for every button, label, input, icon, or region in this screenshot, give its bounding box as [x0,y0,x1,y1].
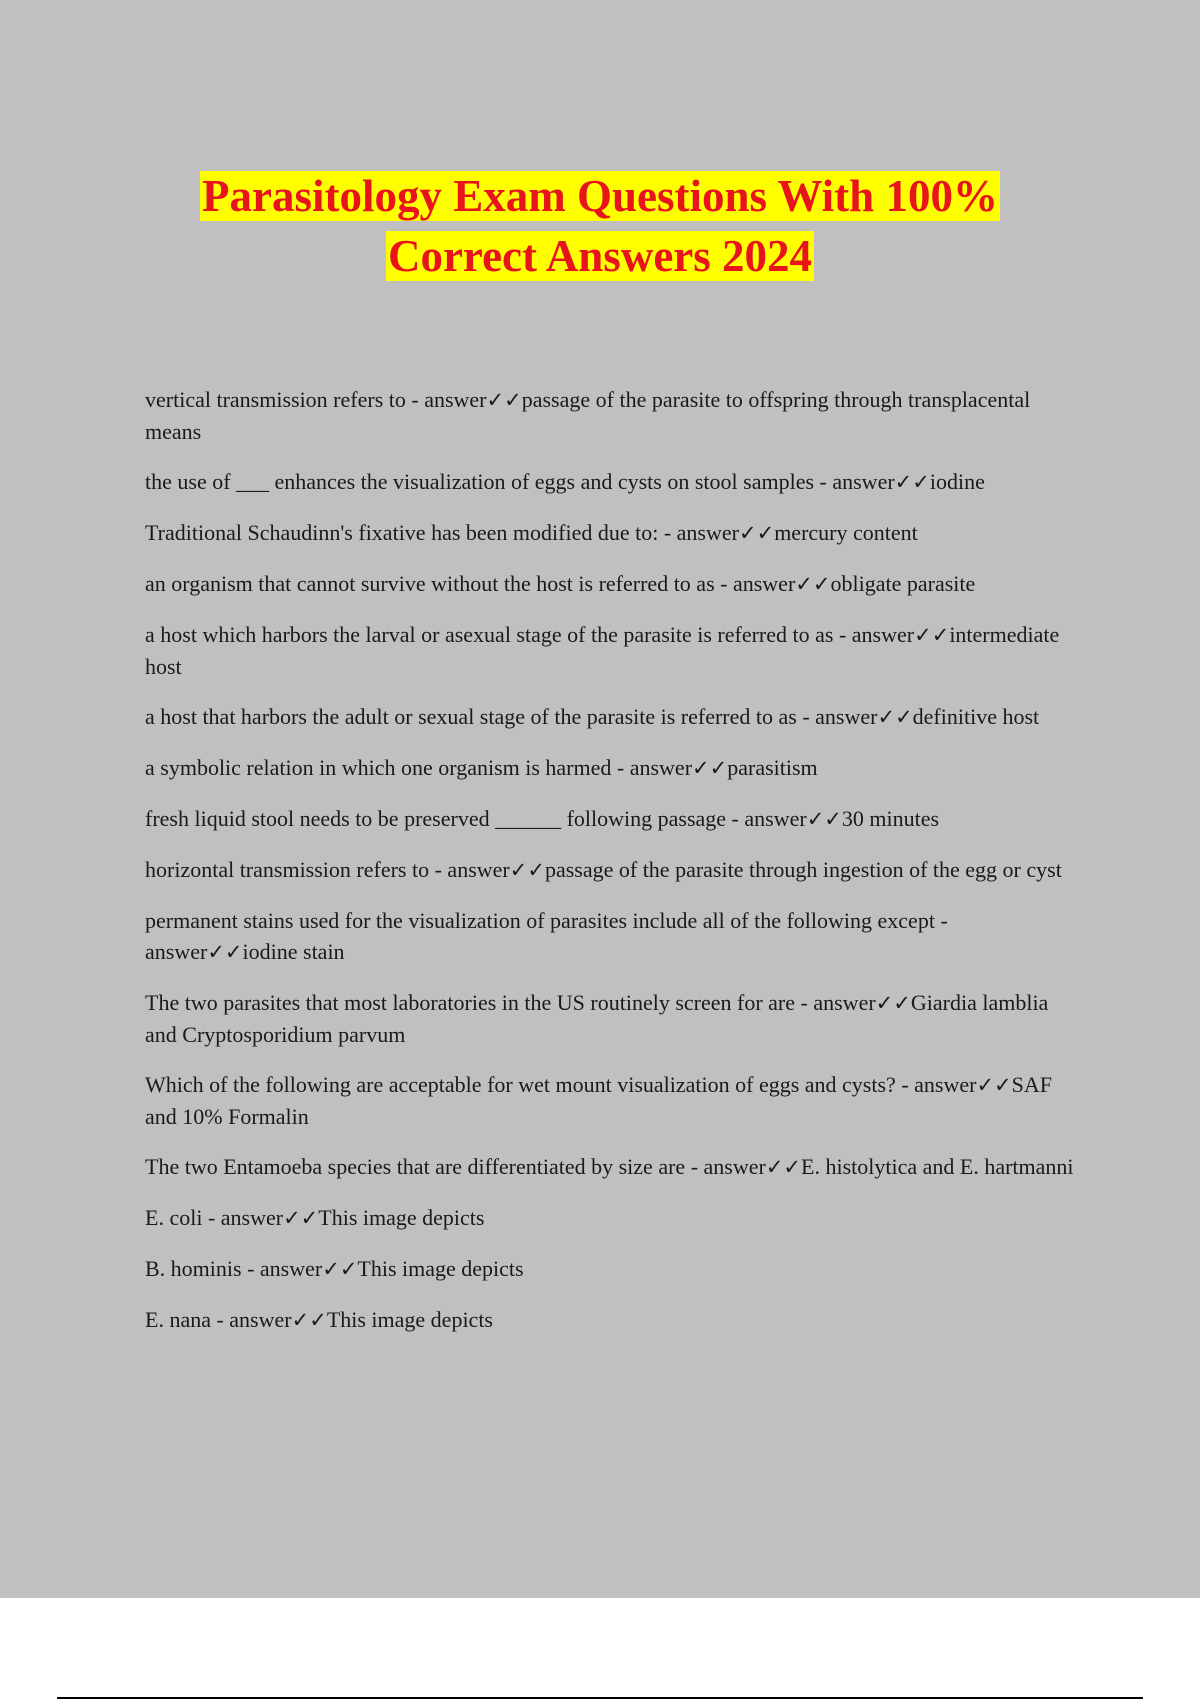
footer-divider [57,1697,1143,1699]
qa-item [145,1253,1085,1285]
answer-separator: - answer [145,908,948,964]
answer-separator: - answer [241,1256,323,1281]
checkmark-icon: ✓✓ [765,1155,802,1179]
checkmark-icon: ✓✓ [283,1206,319,1230]
qa-item [145,466,1085,498]
qa-item [145,803,1085,835]
answer-separator: - answer [405,387,487,412]
qa-item [145,987,1085,1050]
answer-text: passage of the parasite through ingestion of the egg or cyst [544,857,1062,882]
qa-item [145,854,1085,886]
qa-item [145,1069,1085,1132]
question-text: E. nana [145,1307,211,1332]
question-text: a host which harbors the larval or asexual stage of the parasite is referred to as [145,622,834,647]
qa-item [145,1202,1085,1234]
checkmark-icon: ✓✓ [692,756,728,780]
question-text: The two Entamoeba species that are differentiated by size are [145,1154,686,1179]
answer-text: Giardia lamblia and Cryptosporidium parvum [145,990,1049,1047]
answer-text: iodine [929,469,985,494]
answer-separator: - answer [814,469,895,494]
checkmark-icon: ✓✓ [894,470,930,494]
answer-separator: - answer [210,1307,292,1332]
qa-item [145,905,1085,968]
answer-separator: - answer [429,857,510,882]
checkmark-icon: ✓✓ [976,1073,1012,1097]
qa-item [145,568,1085,600]
answer-text: This image depicts [357,1256,524,1281]
question-text: fresh liquid stool needs to be preserved ______ following passage [145,806,727,831]
answer-text: 30 minutes [841,806,940,831]
checkmark-icon: ✓✓ [509,858,545,882]
checkmark-icon: ✓✓ [207,940,243,964]
question-text: Traditional Schaudinn's fixative has been modified due to: [145,520,659,545]
answer-text: SAF and 10% Formalin [145,1072,1053,1129]
title-line-1: Parasitology Exam Questions With 100% [202,171,998,221]
answer-text: mercury content [774,520,918,545]
qa-list [145,384,1085,1355]
answer-text: iodine stain [242,939,345,964]
question-text: B. hominis [145,1256,242,1281]
question-text: Which of the following are acceptable for wet mount visualization of eggs and cysts? [145,1072,896,1097]
question-text: a symbolic relation in which one organism is harmed [145,755,612,780]
question-text: an organism that cannot survive without the host is referred to as [145,571,715,596]
qa-item [145,752,1085,784]
checkmark-icon: ✓✓ [291,1308,327,1332]
answer-separator: - answer [611,755,693,780]
question-text: the use of ___ enhances the visualization of eggs and cysts on stool samples [145,469,815,494]
answer-separator: - answer [795,990,876,1015]
answer-separator: - answer [658,520,739,545]
question-text: E. coli [145,1205,203,1230]
title-line-2: Correct Answers 2024 [387,231,813,281]
checkmark-icon: ✓✓ [914,623,950,647]
document-title [0,166,1200,286]
checkmark-icon: ✓✓ [877,705,913,729]
answer-text: passage of the parasite to offspring through transplacental means [145,387,1031,444]
qa-item [145,517,1085,549]
qa-item [145,1151,1085,1183]
answer-separator: - answer [726,806,807,831]
answer-text: This image depicts [326,1307,493,1332]
question-text: permanent stains used for the visualization of parasites include all of the following except [145,908,935,933]
checkmark-icon: ✓✓ [322,1257,358,1281]
question-text: The two parasites that most laboratories in the US routinely screen for are [145,990,796,1015]
question-text: vertical transmission refers to [145,387,406,412]
qa-item [145,619,1085,682]
checkmark-icon: ✓✓ [875,991,911,1015]
answer-separator: - answer [895,1072,977,1097]
qa-item [145,701,1085,733]
qa-item [145,384,1085,447]
answer-text: parasitism [727,755,818,780]
answer-separator: - answer [202,1205,284,1230]
answer-separator: - answer [685,1154,766,1179]
checkmark-icon: ✓✓ [806,807,842,831]
checkmark-icon: ✓✓ [795,572,831,596]
question-text: a host that harbors the adult or sexual stage of the parasite is referred to as [145,704,797,729]
answer-text: This image depicts [318,1205,485,1230]
answer-text: E. histolytica and E. hartmanni [801,1154,1074,1179]
checkmark-icon: ✓✓ [486,388,522,412]
answer-separator: - answer [833,622,915,647]
checkmark-icon: ✓✓ [738,521,775,545]
answer-text: intermediate host [145,622,1060,679]
answer-separator: - answer [714,571,796,596]
qa-item [145,1304,1085,1336]
answer-separator: - answer [796,704,878,729]
answer-text: obligate parasite [830,571,976,596]
question-text: horizontal transmission refers to [145,857,430,882]
answer-text: definitive host [912,704,1040,729]
